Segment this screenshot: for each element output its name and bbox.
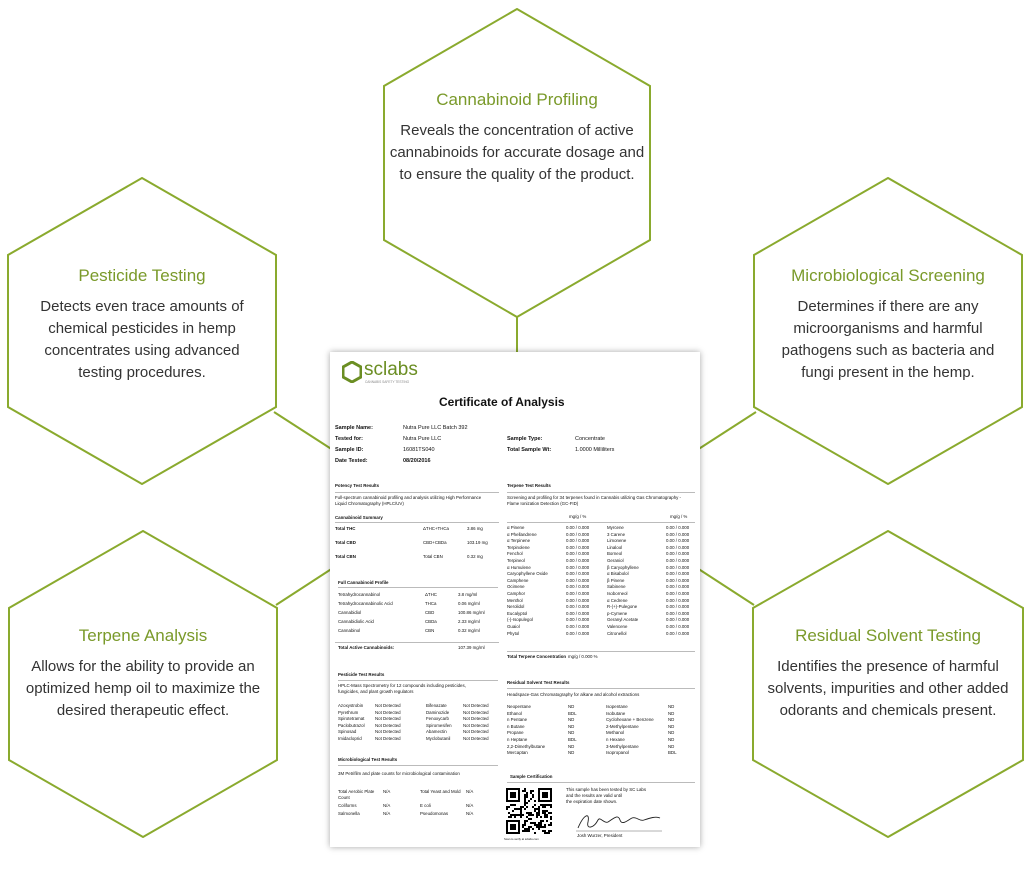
terpene-name: α Pinene bbox=[507, 525, 525, 530]
terpene-value: 0.00 / 0.000 bbox=[666, 544, 690, 550]
pesticide-result: Not Detected bbox=[463, 729, 489, 735]
solvent-description: Headspace-Gas Chromatography for alkane and alcohol extractions bbox=[507, 692, 640, 697]
microbio-name: Pseudomonas bbox=[420, 811, 449, 816]
terpene-value: 0.00 / 0.000 bbox=[566, 544, 590, 550]
pesticide-name: Bifenazate bbox=[426, 703, 447, 708]
pesticide-result: Not Detected bbox=[375, 709, 401, 715]
terpene-name: Nerolidol bbox=[507, 604, 525, 610]
terpene-name: β Pinene bbox=[607, 577, 625, 583]
terpene-name: p-Cymene bbox=[607, 610, 628, 616]
summary-formula: CBD+CBDa bbox=[423, 540, 447, 545]
pesticide-name: Myclobutanil bbox=[426, 736, 451, 741]
microbio-result: N/A bbox=[383, 811, 391, 816]
microbio-name: Total Yeast and Mold bbox=[420, 789, 461, 794]
terpene-name: Geraniol bbox=[607, 558, 624, 563]
pesticide-result: Not Detected bbox=[375, 736, 401, 741]
profile-value: 0.06 mg/ml bbox=[458, 601, 480, 606]
certification-text-3: the expiration date shown. bbox=[566, 799, 618, 804]
solvent-result: BDL bbox=[568, 737, 577, 742]
pesticide-result: Not Detected bbox=[375, 716, 401, 722]
profile-abbr: ΔTHC bbox=[425, 592, 437, 597]
tested-for: Nutra Pure LLC bbox=[403, 436, 442, 442]
summary-name: Total CBN bbox=[335, 554, 356, 559]
sclabs-logo-icon bbox=[342, 361, 362, 383]
profile-value: 100.86 mg/ml bbox=[458, 610, 485, 615]
feature-description: Detects even trace amounts of chemical pesticides in hemp concentrates using advanced testing procedures. bbox=[40, 298, 244, 381]
solvent-name: n Butane bbox=[507, 723, 525, 729]
sample-type: Concentrate bbox=[575, 436, 605, 442]
profile-abbr: THCa bbox=[425, 601, 437, 606]
solvent-name: Propane bbox=[507, 730, 524, 736]
profile-value: 0.32 mg/ml bbox=[458, 628, 480, 633]
solvent-name: n Pentane bbox=[507, 717, 528, 723]
terpene-value: 0.00 / 0.000 bbox=[566, 630, 590, 636]
terpene-value: 0.00 / 0.000 bbox=[666, 551, 690, 557]
terpene-value: 0.00 / 0.000 bbox=[566, 531, 590, 537]
terpene-value: 0.00 / 0.000 bbox=[566, 617, 590, 623]
summary-formula: Total CBN bbox=[423, 554, 443, 559]
microbio-result: N/A bbox=[466, 803, 474, 808]
logo-text: sclabs bbox=[364, 359, 418, 380]
pesticide-result: Not Detected bbox=[463, 716, 489, 722]
terpene-value: 0.00 / 0.000 bbox=[666, 617, 690, 623]
solvent-result: ND bbox=[668, 704, 675, 709]
profile-name: Cannabidiol bbox=[338, 610, 362, 615]
terpene-value: 0.00 / 0.000 bbox=[666, 624, 690, 629]
terpene-name: Sabinene bbox=[607, 584, 626, 590]
feature-description: Identifies the presence of harmful solvents, impurities and other added odorants and chemicals present. bbox=[767, 658, 1009, 719]
terpene-name: Myrcene bbox=[607, 525, 624, 530]
summary-value: 103.19 mg bbox=[467, 540, 488, 545]
solvent-result: ND bbox=[668, 737, 675, 742]
terpene-name: Eucalyptol bbox=[507, 610, 528, 616]
pesticide-name: Imidacloprid bbox=[338, 736, 362, 741]
terpene-name: Camphor bbox=[507, 591, 526, 596]
terpene-name: 3 Carene bbox=[607, 531, 626, 537]
terpene-name: Geranyl Acetate bbox=[607, 617, 639, 623]
solvent-name: Neopentane bbox=[507, 704, 531, 709]
terpene-value: 0.00 / 0.000 bbox=[666, 538, 690, 544]
terpene-value: 0.00 / 0.000 bbox=[566, 610, 590, 616]
solvent-result: ND bbox=[568, 704, 575, 709]
microbio-name: Salmonella bbox=[338, 811, 360, 816]
date-tested-label: Date Tested: bbox=[335, 458, 368, 464]
solvent-name: Mercaptan bbox=[507, 750, 528, 756]
sample-id-label: Sample ID: bbox=[335, 447, 364, 453]
pesticide-name: Spinosad bbox=[338, 729, 357, 735]
logo-tagline: CANNABIS SAFETY TESTING bbox=[365, 380, 410, 384]
solvent-heading: Residual Solvent Test Results bbox=[507, 680, 570, 685]
solvent-name: 3-Methylpentane bbox=[606, 743, 639, 749]
terpene-total-label: Total Terpene Concentration bbox=[507, 654, 567, 659]
solvent-name: n Hexane bbox=[606, 737, 625, 742]
solvent-result: ND bbox=[668, 717, 675, 723]
pesticide-name: Daminozide bbox=[426, 709, 450, 715]
summary-name: Total THC bbox=[335, 526, 356, 531]
terpene-value: 0.00 / 0.000 bbox=[666, 571, 690, 577]
pesticide-heading: Pesticide Test Results bbox=[338, 672, 385, 677]
summary-formula: ΔTHC+THCa bbox=[423, 526, 449, 531]
terpene-value: 0.00 / 0.000 bbox=[566, 551, 590, 557]
cannabinoid-summary-heading: Cannabinoid Summary bbox=[335, 515, 383, 520]
pesticide-result: Not Detected bbox=[463, 703, 489, 708]
hex-cannabinoid-profiling bbox=[382, 8, 652, 318]
profile-abbr: CBDa bbox=[425, 619, 437, 624]
solvent-name: Isobutane bbox=[606, 710, 626, 716]
terpene-value: 0.00 / 0.000 bbox=[566, 538, 590, 544]
profile-value: 2.33 mg/ml bbox=[458, 619, 480, 624]
terpene-value: 0.00 / 0.000 bbox=[566, 525, 590, 530]
terpene-name: Limonene bbox=[607, 538, 627, 544]
profile-name: Tetrahydrocannabinolic Acid bbox=[338, 601, 393, 606]
pesticide-result: Not Detected bbox=[375, 703, 401, 708]
terpene-name: Fenchol bbox=[507, 551, 523, 557]
connector-left-lower bbox=[276, 566, 336, 605]
solvent-result: BDL bbox=[568, 710, 577, 716]
sample-name: Nutra Pure LLC Batch 392 bbox=[403, 425, 468, 431]
feature-title: Microbiological Screening bbox=[791, 266, 985, 285]
certificate-title: Certificate of Analysis bbox=[439, 395, 565, 409]
hex-terpene-analysis bbox=[7, 530, 279, 838]
sample-type-label: Sample Type: bbox=[507, 436, 543, 442]
terpene-value: 0.00 / 0.000 bbox=[666, 531, 690, 537]
terpene-name: α Humulene bbox=[507, 564, 531, 570]
certification-text-2: and the results are valid until bbox=[566, 793, 622, 798]
pesticide-name: Abamectin bbox=[426, 729, 447, 735]
summary-name: Total CBD bbox=[335, 540, 356, 545]
microbio-name: E coli bbox=[420, 803, 431, 808]
solvent-result: ND bbox=[568, 730, 575, 736]
microbio-description: 3M Petrifilm and plate counts for microbiological contamination bbox=[338, 771, 460, 776]
solvent-name: n Heptane bbox=[507, 737, 528, 742]
solvent-name: Isopropanol bbox=[606, 750, 629, 756]
solvent-name: 2,2-Dimethylbutane bbox=[507, 743, 546, 749]
terpene-name: R-(+)-Pulegone bbox=[607, 604, 638, 610]
profile-name: Tetrahydrocannabinol bbox=[338, 592, 380, 597]
feature-title: Pesticide Testing bbox=[78, 266, 206, 285]
terpene-total-value: mg/g / 0.000 % bbox=[568, 654, 598, 659]
pesticide-name: Pyrethrum bbox=[338, 709, 359, 715]
terpene-name: α Bisabolol bbox=[607, 571, 629, 577]
tested-for-label: Tested for: bbox=[335, 436, 364, 442]
feature-description: Reveals the concentration of active cannabinoids for accurate dosage and to ensure the quality of the product. bbox=[389, 122, 645, 183]
solvent-name: Ethanol bbox=[507, 710, 522, 716]
solvent-result: ND bbox=[568, 723, 575, 729]
pesticide-result: Not Detected bbox=[375, 729, 401, 735]
terpene-value: 0.00 / 0.000 bbox=[666, 558, 690, 563]
pesticide-result: Not Detected bbox=[463, 736, 489, 741]
sample-weight-label: Total Sample Wt: bbox=[507, 447, 552, 453]
qr-code-icon bbox=[506, 788, 552, 834]
feature-description: Allows for the ability to provide an optimized hemp oil to maximize the desired therapeutic effect. bbox=[25, 658, 261, 719]
sample-id: 16081TS040 bbox=[403, 447, 435, 453]
pesticide-name: Spiromesifen bbox=[426, 722, 452, 728]
feature-description: Determines if there are any microorganisms and harmful pathogens such as bacteria and fungi present in the hemp. bbox=[781, 298, 995, 381]
profile-name: Cannabinol bbox=[338, 628, 361, 633]
terpene-unit-left: mg/g / % bbox=[569, 514, 587, 519]
terpene-name: α Cedrene bbox=[607, 597, 628, 603]
solvent-result: ND bbox=[668, 743, 675, 749]
terpene-name: Isoborneol bbox=[607, 591, 628, 596]
connector-left-upper bbox=[274, 412, 336, 452]
sample-weight: 1.0000 Milliliters bbox=[575, 447, 615, 453]
terpene-name: Camphene bbox=[507, 577, 529, 583]
connector-right-lower bbox=[694, 566, 754, 605]
signature-icon bbox=[574, 810, 664, 834]
microbio-result: N/A bbox=[466, 789, 474, 794]
microbio-result: N/A bbox=[383, 789, 391, 794]
solvent-result: ND bbox=[568, 750, 575, 756]
terpene-value: 0.00 / 0.000 bbox=[566, 624, 590, 629]
profile-name: Cannabidiolic Acid bbox=[338, 619, 374, 624]
solvent-result: ND bbox=[568, 717, 575, 723]
terpene-name: Caryophyllene Oxide bbox=[507, 571, 548, 577]
qr-caption: Scan to verify at sclabs.com bbox=[504, 837, 539, 841]
terpene-value: 0.00 / 0.000 bbox=[566, 597, 590, 603]
potency-description: Full-spectrum cannabinoid profiling and analysis utilizing High Performance Liquid Chromatography (HPLC/UV) bbox=[335, 495, 482, 507]
terpene-value: 0.00 / 0.000 bbox=[666, 597, 690, 603]
hex-residual-solvent-testing bbox=[751, 530, 1025, 838]
microbio-name: Coliforms bbox=[338, 803, 357, 808]
terpene-value: 0.00 / 0.000 bbox=[666, 591, 690, 596]
terpene-value: 0.00 / 0.000 bbox=[566, 584, 590, 590]
terpene-name: Linalool bbox=[607, 544, 623, 550]
microbio-name: Total Aerobic Plate Count bbox=[338, 789, 375, 801]
full-profile-heading: Full Cannabinoid Profile bbox=[338, 580, 389, 585]
terpene-value: 0.00 / 0.000 bbox=[566, 591, 590, 596]
terpene-heading: Terpene Test Results bbox=[507, 483, 551, 488]
solvent-name: Methanol bbox=[606, 730, 625, 736]
terpene-name: α Terpinene bbox=[507, 538, 531, 544]
terpene-value: 0.00 / 0.000 bbox=[566, 558, 590, 563]
sample-name-label: Sample Name: bbox=[335, 425, 373, 431]
pesticide-result: Not Detected bbox=[463, 709, 489, 715]
terpene-name: Guaiol bbox=[507, 624, 520, 629]
certification-text-1: This sample has been tested by SC Labs bbox=[566, 787, 647, 792]
terpene-value: 0.00 / 0.000 bbox=[666, 604, 690, 610]
terpene-value: 0.00 / 0.000 bbox=[566, 564, 590, 570]
terpene-value: 0.00 / 0.000 bbox=[666, 584, 690, 590]
feature-title: Residual Solvent Testing bbox=[795, 626, 981, 645]
potency-heading: Potency Test Results bbox=[335, 483, 380, 488]
terpene-name: Valencene bbox=[607, 624, 628, 629]
terpene-value: 0.00 / 0.000 bbox=[666, 630, 690, 636]
connector-right-upper bbox=[694, 412, 756, 452]
terpene-name: Terpinolene bbox=[507, 544, 530, 550]
date-tested: 08/20/2016 bbox=[403, 458, 431, 464]
terpene-unit-right: mg/g / % bbox=[670, 514, 688, 519]
microbio-result: N/A bbox=[466, 811, 474, 816]
terpene-value: 0.00 / 0.000 bbox=[566, 571, 590, 577]
terpene-name: Borneol bbox=[607, 551, 623, 557]
feature-title: Terpene Analysis bbox=[78, 626, 208, 645]
terpene-value: 0.00 / 0.000 bbox=[666, 564, 690, 570]
hex-microbiological-screening bbox=[752, 177, 1024, 485]
pesticide-name: Fenoxycarb bbox=[426, 716, 449, 722]
total-active-label: Total Active Cannabinoids: bbox=[338, 645, 395, 650]
terpene-name: Phytol bbox=[507, 630, 520, 636]
total-active-value: 107.39 mg/ml bbox=[458, 645, 485, 650]
profile-value: 3.8 mg/ml bbox=[458, 592, 478, 597]
pesticide-description: HPLC-Mass Spectrometry for 12 compounds including pesticides, fungicides, and plant growth regulators bbox=[338, 683, 466, 695]
summary-value: 3.86 mg bbox=[467, 526, 483, 531]
terpene-name: Terpineol bbox=[507, 558, 525, 563]
terpene-value: 0.00 / 0.000 bbox=[666, 525, 690, 530]
solvent-name: Isopentane bbox=[606, 704, 628, 709]
terpene-value: 0.00 / 0.000 bbox=[566, 577, 590, 583]
solvent-result: BDL bbox=[668, 750, 677, 756]
solvent-result: ND bbox=[668, 723, 675, 729]
pesticide-name: Paclobutrazol bbox=[338, 722, 365, 728]
certificate-of-analysis-document bbox=[330, 352, 700, 847]
microbio-heading: Microbiological Test Results bbox=[338, 757, 398, 762]
solvent-result: ND bbox=[568, 743, 575, 749]
terpene-value: 0.00 / 0.000 bbox=[666, 610, 690, 616]
feature-title: Cannabinoid Profiling bbox=[436, 90, 598, 109]
certification-heading: Sample Certification bbox=[510, 774, 553, 779]
microbio-result: N/A bbox=[383, 803, 391, 808]
terpene-name: Menthol bbox=[507, 597, 523, 603]
profile-abbr: CBN bbox=[425, 628, 435, 633]
terpene-name: β Caryophyllene bbox=[607, 564, 639, 570]
pesticide-result: Not Detected bbox=[463, 722, 489, 728]
solvent-result: ND bbox=[668, 730, 675, 736]
solvent-name: Cyclohexane + Benzene bbox=[606, 717, 654, 723]
summary-value: 0.32 mg bbox=[467, 554, 483, 559]
pesticide-result: Not Detected bbox=[375, 722, 401, 728]
solvent-result: ND bbox=[668, 710, 675, 716]
terpene-value: 0.00 / 0.000 bbox=[666, 577, 690, 583]
terpene-name: Citronellol bbox=[607, 630, 627, 636]
pesticide-name: Azoxystrobin bbox=[338, 703, 364, 708]
terpene-name: Ocimene bbox=[507, 584, 525, 590]
signer-name: Josh Wurzer, President bbox=[577, 833, 623, 838]
hex-pesticide-testing bbox=[6, 177, 278, 485]
terpene-value: 0.00 / 0.000 bbox=[566, 604, 590, 610]
solvent-name: 2-Methylpentane bbox=[606, 723, 639, 729]
profile-abbr: CBD bbox=[425, 610, 435, 615]
terpene-name: (-)-Isopulegol bbox=[507, 617, 533, 623]
pesticide-name: Spirotetramat bbox=[338, 716, 365, 722]
terpene-description: Screening and profiling for 34 terpenes found in Cannabis utilizing Gas Chromatography - Flame Ionization Detection (GC-FID) bbox=[507, 495, 682, 507]
terpene-name: α Phellandrene bbox=[507, 531, 537, 537]
